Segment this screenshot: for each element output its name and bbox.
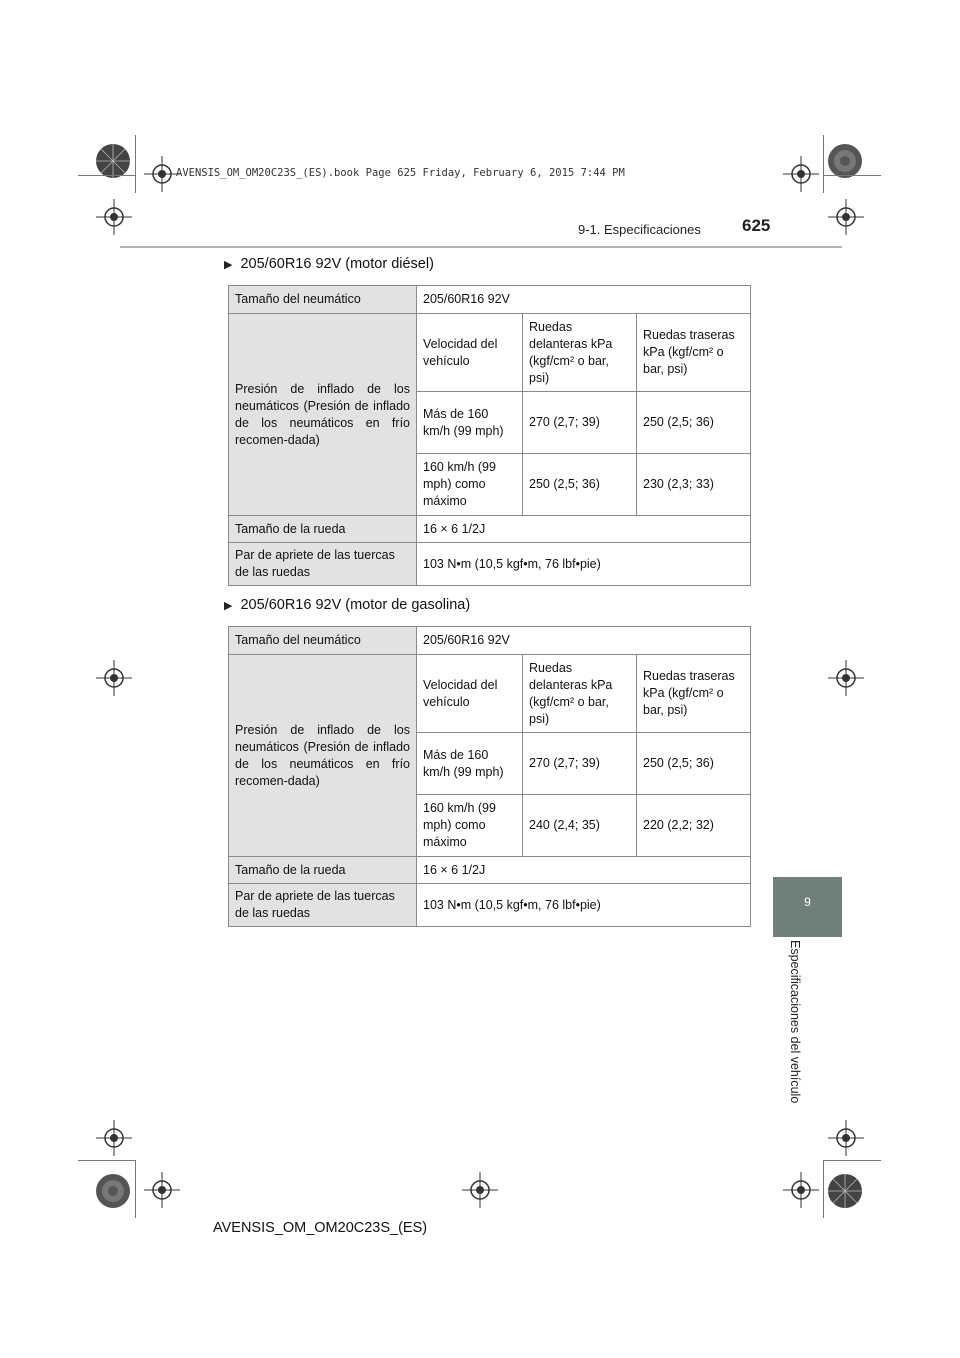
- torque-value: 103 N•m (10,5 kgf•m, 76 lbf•pie): [417, 543, 751, 586]
- registration-mark-icon: [827, 1173, 863, 1209]
- col-front-header: Ruedas delanteras kPa (kgf/cm² o bar, psi): [523, 314, 637, 392]
- rear-pressure-cell: 250 (2,5; 36): [637, 392, 751, 454]
- tire-size-value: 205/60R16 92V: [417, 627, 751, 655]
- torque-value: 103 N•m (10,5 kgf•m, 76 lbf•pie): [417, 884, 751, 927]
- triangle-bullet-icon: ▶: [224, 259, 233, 271]
- registration-mark-icon: [95, 1173, 131, 1209]
- section-heading: ▶ 205/60R16 92V (motor de gasolina): [224, 597, 471, 613]
- chapter-number: 9: [804, 895, 811, 909]
- crosshair-mark-icon: [462, 1172, 498, 1208]
- col-speed-header: Velocidad del vehículo: [417, 314, 523, 392]
- table-row: [229, 627, 751, 655]
- crop-line: [823, 175, 881, 176]
- pressure-label: Presión de inflado de los neumáticos (Presión de inflado de los neumáticos en frío recomen-dada): [229, 655, 417, 857]
- col-front-header: Ruedas delanteras kPa (kgf/cm² o bar, psi): [523, 655, 637, 733]
- rear-pressure-cell: 220 (2,2; 32): [637, 795, 751, 857]
- wheel-size-value: 16 × 6 1/2J: [417, 516, 751, 543]
- triangle-bullet-icon: ▶: [224, 600, 233, 612]
- wheel-size-label: Tamaño de la rueda: [229, 857, 417, 884]
- registration-mark-icon: [827, 143, 863, 179]
- col-rear-header: Ruedas traseras kPa (kgf/cm² o bar, psi): [637, 314, 751, 392]
- rear-pressure-cell: 230 (2,3; 33): [637, 454, 751, 516]
- col-speed-header: Velocidad del vehículo: [417, 655, 523, 733]
- tire-spec-table-gasoline: [228, 626, 751, 927]
- section-title: 9-1. Especificaciones: [578, 222, 701, 237]
- torque-label: Par de apriete de las tuercas de las ruedas: [229, 543, 417, 586]
- crosshair-mark-icon: [828, 1120, 864, 1156]
- chapter-tab: [773, 877, 842, 937]
- crop-line: [78, 175, 136, 176]
- table-row: [229, 314, 751, 392]
- speed-cell: 160 km/h (99 mph) como máximo: [417, 454, 523, 516]
- crop-line: [823, 1160, 881, 1161]
- footer-document-code: AVENSIS_OM_OM20C23S_(ES): [213, 1220, 428, 1236]
- speed-cell: 160 km/h (99 mph) como máximo: [417, 795, 523, 857]
- table-row: [229, 884, 751, 927]
- chapter-title: Especificaciones del vehículo: [788, 940, 802, 1104]
- wheel-size-value: 16 × 6 1/2J: [417, 857, 751, 884]
- crosshair-mark-icon: [96, 199, 132, 235]
- front-pressure-cell: 270 (2,7; 39): [523, 392, 637, 454]
- rear-pressure-cell: 250 (2,5; 36): [637, 733, 751, 795]
- table-row: [229, 543, 751, 586]
- torque-label: Par de apriete de las tuercas de las ruedas: [229, 884, 417, 927]
- tire-size-label: Tamaño del neumático: [229, 286, 417, 314]
- speed-cell: Más de 160 km/h (99 mph): [417, 733, 523, 795]
- front-pressure-cell: 250 (2,5; 36): [523, 454, 637, 516]
- crop-line: [135, 1160, 136, 1218]
- pressure-label: Presión de inflado de los neumáticos (Presión de inflado de los neumáticos en frío recomen-dada): [229, 314, 417, 516]
- crosshair-mark-icon: [96, 660, 132, 696]
- table-row: [229, 286, 751, 314]
- crosshair-mark-icon: [144, 1172, 180, 1208]
- crosshair-mark-icon: [828, 660, 864, 696]
- crosshair-mark-icon: [96, 1120, 132, 1156]
- crop-line: [823, 135, 824, 193]
- section-heading: ▶ 205/60R16 92V (motor diésel): [224, 256, 434, 272]
- col-rear-header: Ruedas traseras kPa (kgf/cm² o bar, psi): [637, 655, 751, 733]
- crop-line: [823, 1160, 824, 1218]
- front-pressure-cell: 270 (2,7; 39): [523, 733, 637, 795]
- table-row: [229, 655, 751, 733]
- tire-size-value: 205/60R16 92V: [417, 286, 751, 314]
- crop-line: [78, 1160, 136, 1161]
- crop-line: [135, 135, 136, 193]
- front-pressure-cell: 240 (2,4; 35): [523, 795, 637, 857]
- page-number: 625: [742, 216, 771, 235]
- crosshair-mark-icon: [144, 156, 180, 192]
- table-row: [229, 857, 751, 884]
- tire-spec-table-diesel: [228, 285, 751, 586]
- speed-cell: Más de 160 km/h (99 mph): [417, 392, 523, 454]
- registration-mark-icon: [95, 143, 131, 179]
- crosshair-mark-icon: [828, 199, 864, 235]
- crosshair-mark-icon: [783, 156, 819, 192]
- wheel-size-label: Tamaño de la rueda: [229, 516, 417, 543]
- book-info-line: AVENSIS_OM_OM20C23S_(ES).book Page 625 Friday, February 6, 2015 7:44 PM: [176, 167, 625, 179]
- tire-size-label: Tamaño del neumático: [229, 627, 417, 655]
- header-rule: [120, 246, 842, 248]
- table-row: [229, 516, 751, 543]
- crosshair-mark-icon: [783, 1172, 819, 1208]
